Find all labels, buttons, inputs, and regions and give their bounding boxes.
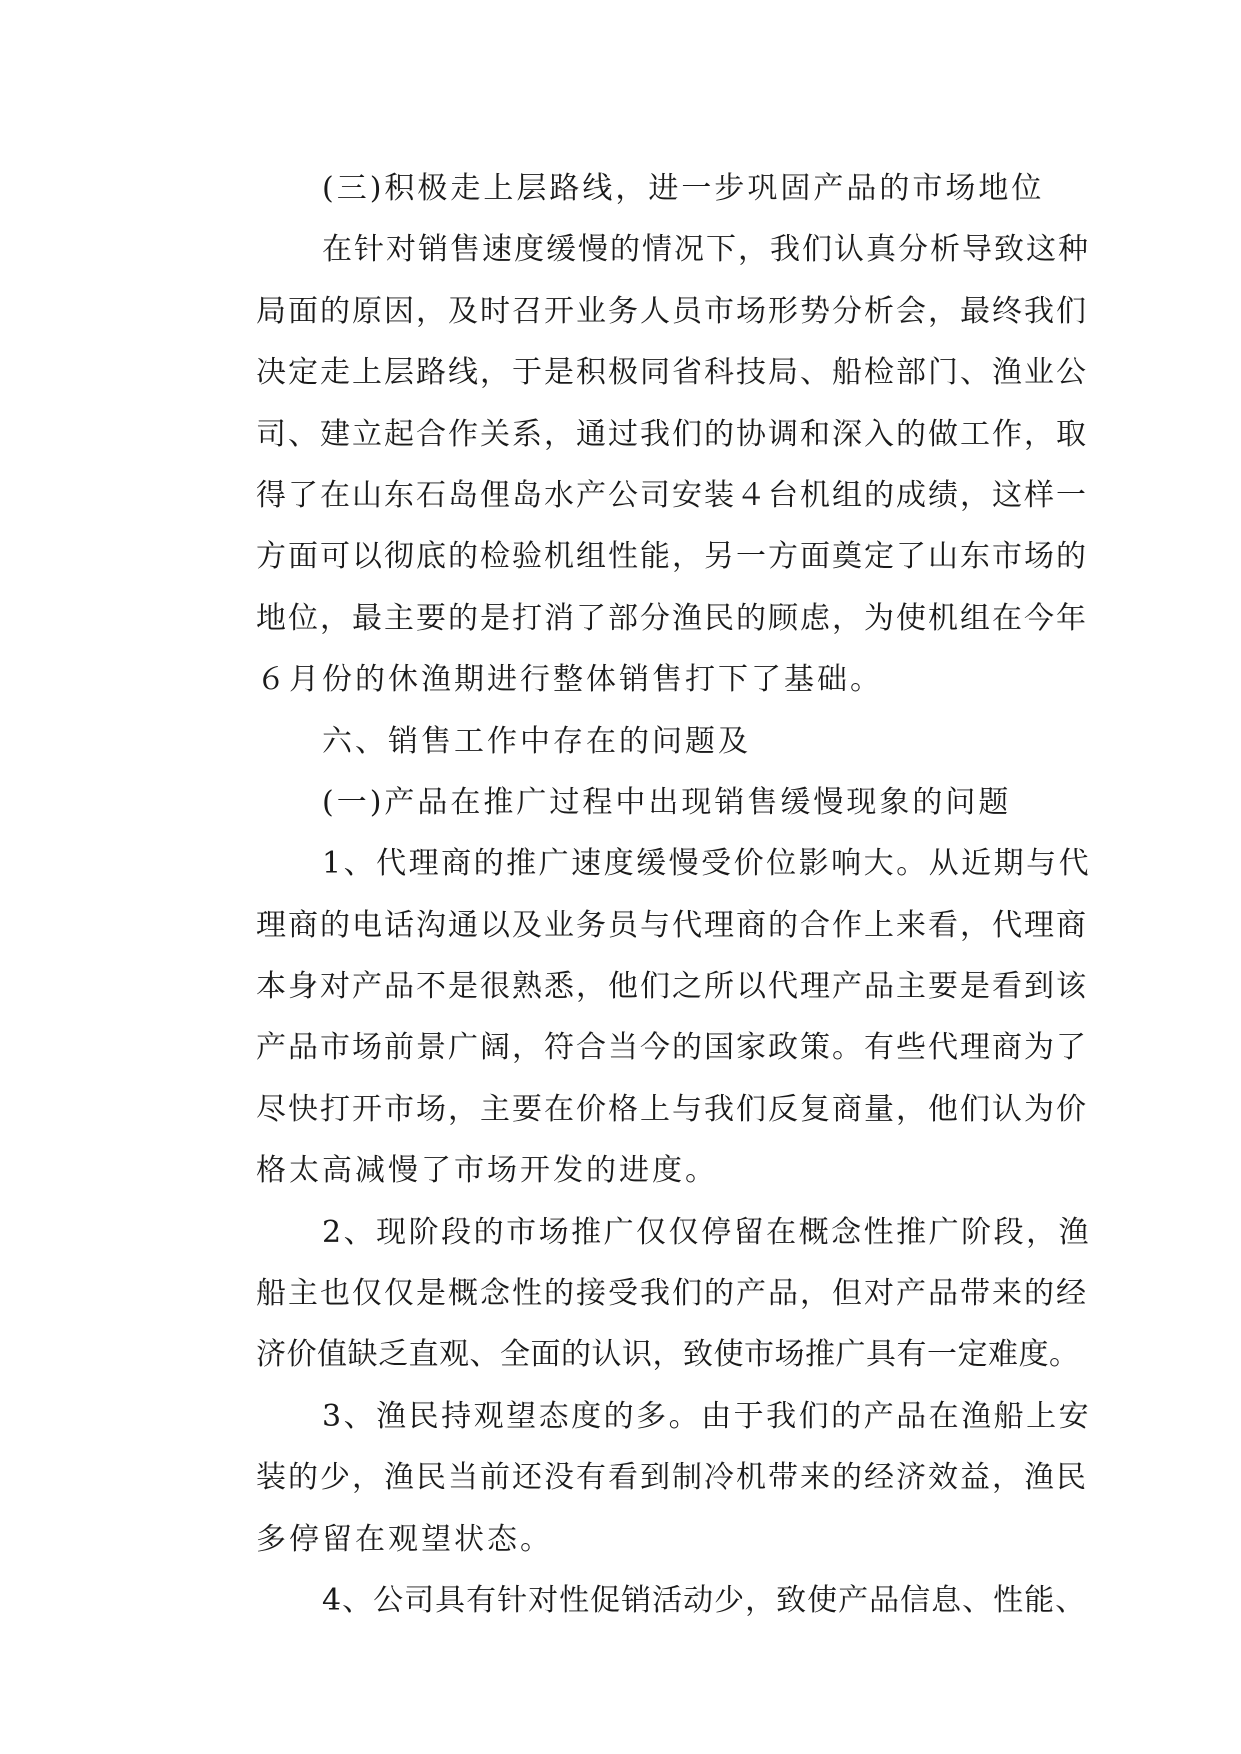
text-line: 装的少，渔民当前还没有看到制冷机带来的经济效益，渔民 (256, 1460, 1088, 1496)
text-line: 本身对产品不是很熟悉，他们之所以代理产品主要是看到该 (256, 969, 1088, 1005)
text-line: 4、公司具有针对性促销活动少，致使产品信息、性能、 (322, 1582, 1087, 1618)
paragraph-item-2 (190, 1202, 1092, 1386)
text-line: (三)积极走上层路线，进一步巩固产品的市场地位 (322, 171, 1045, 206)
section-heading-6 (190, 711, 1070, 772)
section-heading-3 (190, 158, 1070, 219)
text-line: (一)产品在推广过程中出现销售缓慢现象的问题 (322, 784, 1012, 820)
paragraph-item-4 (190, 1570, 1087, 1631)
paragraph-item-1 (190, 833, 1092, 1201)
text-line: 格太高减慢了市场开发的进度。 (256, 1153, 718, 1189)
text-line: 局面的原因，及时召开业务人员市场形势分析会，最终我们 (256, 293, 1088, 329)
text-line: 3、渔民持观望态度的多。由于我们的产品在渔船上安 (322, 1398, 1092, 1434)
text-line: 决定走上层路线，于是积极同省科技局、船检部门、渔业公 (256, 355, 1088, 391)
paragraph-upper-route (190, 219, 1090, 710)
text-line: 济价值缺乏直观、全面的认识，致使市场推广具有一定难度。 (256, 1337, 1080, 1373)
text-line: ６月份的休渔期进行整体销售打下了基础。 (256, 662, 883, 698)
document-body (190, 158, 1092, 1631)
text-line: 船主也仅仅是概念性的接受我们的产品，但对产品带来的经 (256, 1276, 1088, 1312)
text-line: 2、现阶段的市场推广仅仅停留在概念性推广阶段，渔 (322, 1214, 1092, 1250)
text-line: 1、代理商的推广速度缓慢受价位影响大。从近期与代 (322, 846, 1092, 882)
text-line: 方面可以彻底的检验机组性能，另一方面奠定了山东市场的 (256, 539, 1088, 575)
text-line: 得了在山东石岛俚岛水产公司安装４台机组的成绩，这样一 (256, 477, 1088, 513)
text-line: 理商的电话沟通以及业务员与代理商的合作上来看，代理商 (256, 907, 1088, 943)
paragraph-item-3 (190, 1386, 1092, 1570)
section-heading-1 (190, 772, 1070, 833)
text-line: 多停留在观望状态。 (256, 1521, 553, 1557)
text-line: 在针对销售速度缓慢的情况下，我们认真分析导致这种 (322, 232, 1090, 268)
text-line: 尽快打开市场，主要在价格上与我们反复商量，他们认为价 (256, 1091, 1088, 1127)
text-line: 司、建立起合作关系，通过我们的协调和深入的做工作，取 (256, 416, 1088, 452)
text-line: 六、销售工作中存在的问题及 (322, 723, 751, 759)
text-line: 产品市场前景广阔，符合当今的国家政策。有些代理商为了 (256, 1030, 1088, 1066)
text-line: 地位，最主要的是打消了部分渔民的顾虑，为使机组在今年 (256, 600, 1088, 636)
